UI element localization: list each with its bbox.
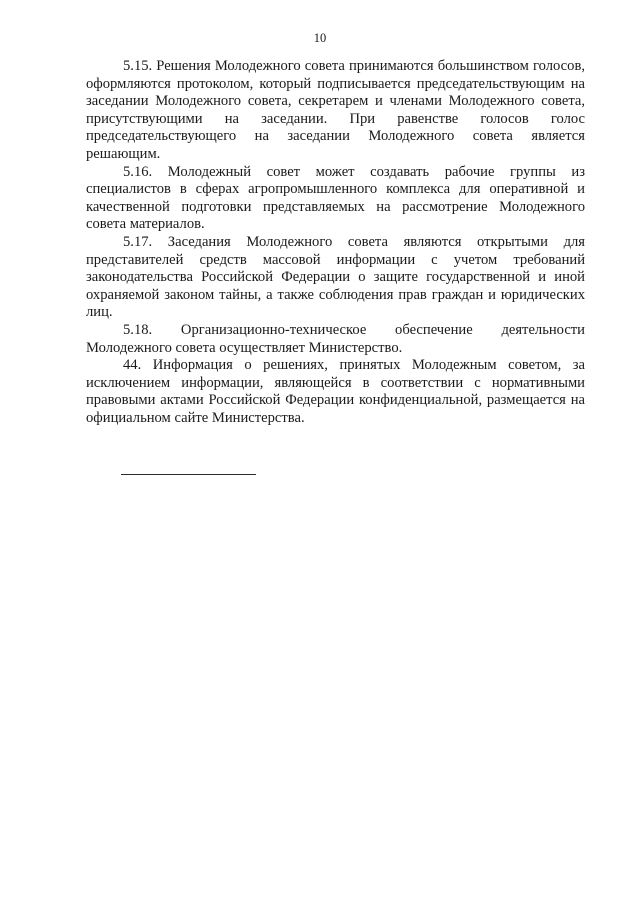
paragraph-44: 44. Информация о решениях, принятых Молодежным советом, за исключением информации, являющейся в соответствии с нормативными правовыми актами Российской Федерации конфиденциальной, размещается на официальном сайте Министерства. xyxy=(86,357,585,426)
page-number: 10 xyxy=(313,31,327,45)
paragraph-5-18: 5.18. Организационно-техническое обеспечение деятельности Молодежного совета осуществляет Министерство. xyxy=(86,321,585,356)
end-of-document-rule xyxy=(121,474,256,475)
paragraph-5-16: 5.16. Молодежный совет может создавать рабочие группы из специалистов в сферах агропромышленного комплекса для оперативной и качественной подготовки представляемых на рассмотрение Молодежного совета материалов. xyxy=(86,163,585,233)
paragraph-5-15: 5.15. Решения Молодежного совета принимаются большинством голосов, оформляются протоколом, который подписывается председательствующим на заседании Молодежного совета, секретарем и членами Молодежного совета, присутствующими на заседании. При равенстве голосов голос председательствующего на заседании Молодежного совета является решающим. xyxy=(86,58,585,162)
paragraph-5-17: 5.17. Заседания Молодежного совета являются открытыми для представителей средств массовой информации с учетом требований законодательства Российской Федерации о защите государственной и иной охраняемой законом тайны, а также соблюдения прав граждан и юридических лиц. xyxy=(86,233,585,321)
document-body xyxy=(86,58,585,427)
